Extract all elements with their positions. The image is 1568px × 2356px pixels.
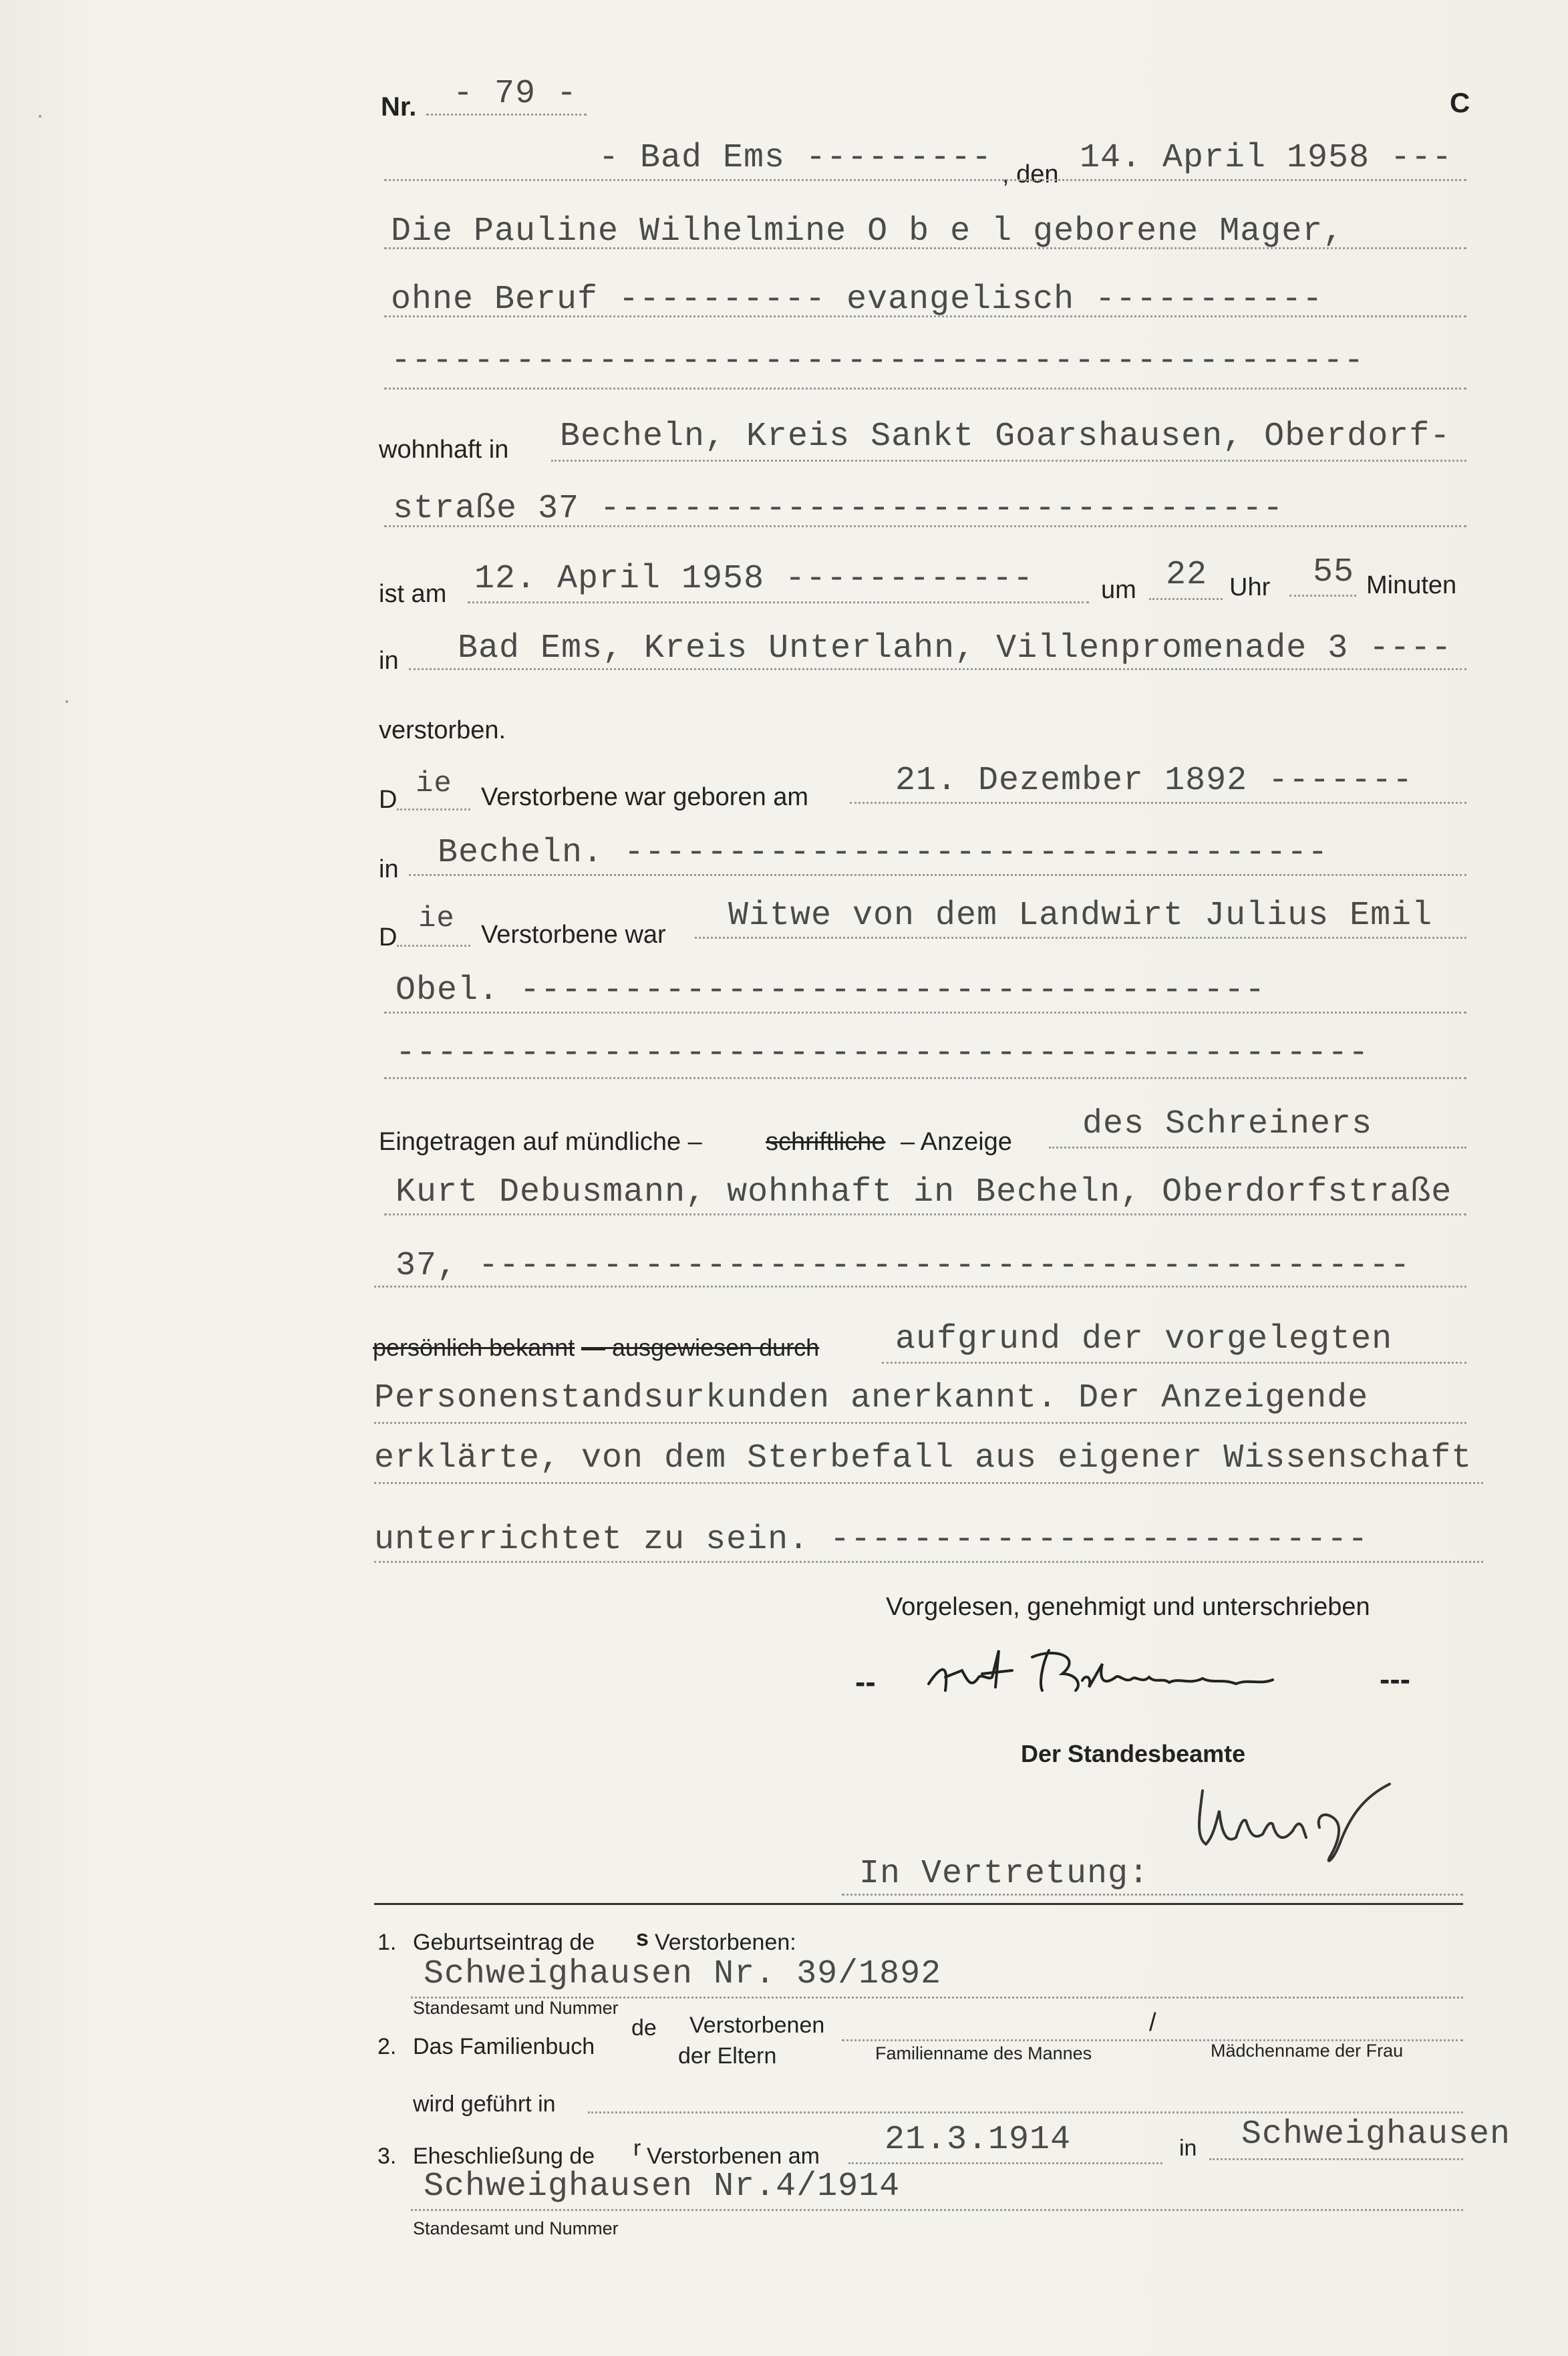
identity-struck-1: persönlich bekannt [373,1334,575,1361]
note-2-number: 2. [377,2034,397,2059]
status-suffix: ie [418,902,455,935]
note-3-dotted [411,2209,1463,2211]
residence-dotted-2 [384,525,1466,527]
registration-line-1: des Schreiners [1082,1105,1373,1143]
den-label: , den [1002,160,1059,188]
registration-dotted-3 [374,1286,1466,1288]
note-2-verstorbenen: Verstorbenen [689,2013,825,2038]
ist-am-label: ist am [379,580,447,608]
registration-label-suffix: – Anzeige [901,1128,1012,1156]
registration-label-struck: schriftliche [766,1128,886,1156]
note-2-gefuehrt: wird geführt in [413,2091,556,2117]
birth-place-dotted [409,874,1466,876]
note-1-number: 1. [377,1930,397,1955]
nr-label: Nr. [381,92,417,122]
residence-line-2: straße 37 --------------------------------- [393,490,1284,528]
note-2-caption-frau: Mädchenname der Frau [1211,2041,1404,2061]
vorgelesen-text: Vorgelesen, genehmigt und unterschrieben [886,1593,1370,1621]
uhr-label: Uhr [1229,573,1271,601]
birth-d-label: D [379,786,398,814]
hour-dotted [1149,598,1223,600]
official-title: Der Standesbeamte [1021,1740,1246,1767]
nr-value: - 79 - [453,75,578,113]
identity-dotted-3 [374,1482,1483,1484]
corner-letter: C [1450,87,1470,118]
status-line-1: Witwe von dem Landwirt Julius Emil [728,897,1433,935]
note-3-date-dotted [848,2162,1162,2164]
death-hour: 22 [1166,556,1208,594]
speck-1 [39,115,41,118]
birth-text-label: Verstorbene war geboren am [481,783,809,811]
status-dotted-3 [384,1077,1466,1079]
death-place-dotted [409,668,1466,670]
note-3-label-c: Verstorbenen am [647,2144,820,2169]
blank-dotted-line [384,388,1466,390]
um-label: um [1101,576,1136,604]
death-date: 12. April 1958 ------------ [474,560,1034,598]
blank-dash-line: ----------------------------------------------- [391,342,1365,380]
identity-struck-2: — ausgewiesen durch [581,1334,820,1361]
place-dotted-line [384,179,1466,181]
note-1-label-b: s [636,1926,649,1951]
note-3-place-dotted [1209,2158,1463,2160]
note-3-value: Schweighausen Nr.4/1914 [424,2168,901,2206]
birth-in-label: in [379,855,399,883]
registration-line-3: 37, --------------------------------------------- [396,1247,1411,1285]
status-line-3: ----------------------------------------------- [396,1034,1370,1072]
status-text-label: Verstorbene war [481,921,666,949]
identity-line-1: aufgrund der vorgelegten [895,1320,1393,1358]
birth-date: 21. Dezember 1892 ------- [895,762,1414,800]
nr-dotted-line [426,114,587,116]
registry-date: 14. April 1958 --- [1080,139,1453,177]
registration-dotted-1 [1049,1147,1466,1149]
note-3-in-label: in [1179,2136,1197,2161]
identity-dotted-1 [882,1362,1466,1364]
note-3-label-a: Eheschließung de [413,2144,595,2169]
informant-signature [915,1637,1343,1717]
status-dotted-1 [695,937,1466,939]
identity-line-4: unterrichtet zu sein. -------------------------- [374,1521,1369,1559]
name-dotted-line [384,247,1466,249]
note-1-label-c: Verstorbenen: [655,1930,796,1955]
vertretung-label: In Vertretung: [859,1855,1150,1893]
status-d-label: D [379,923,398,951]
registration-label-prefix: Eingetragen auf mündliche – [379,1128,702,1156]
identity-line-2: Personenstandsurkunden anerkannt. Der Anzeigende [374,1379,1369,1417]
birth-date-dotted [850,802,1466,804]
vertretung-dotted [842,1894,1463,1896]
birth-suffix: ie [416,767,452,800]
note-1-value: Schweighausen Nr. 39/1892 [424,1955,942,1993]
registration-line-2: Kurt Debusmann, wohnhaft in Becheln, Oberdorfstraße [396,1173,1452,1211]
occupation-dotted-line [384,315,1466,317]
wohnhaft-label: wohnhaft in [379,436,509,464]
note-1-label-a: Geburtseintrag de [413,1930,595,1955]
identity-dotted-4 [374,1561,1483,1563]
note-1-caption: Standesamt und Nummer [413,1998,619,2018]
note-2-de: de [631,2015,657,2041]
identity-line-3: erklärte, von dem Sterbefall aus eigener Wissenschaft [374,1439,1472,1477]
signature-dash-left: -- [855,1664,876,1699]
birth-suffix-dotted [397,808,470,811]
signature-dash-right: --- [1380,1662,1410,1697]
note-2-label: Das Familienbuch [413,2034,595,2059]
status-suffix-dotted [397,945,470,947]
official-signature [1176,1764,1456,1884]
residence-dotted-1 [551,460,1466,462]
registration-dotted-2 [384,1213,1466,1215]
speck-2 [65,700,68,703]
birth-place: Becheln. ---------------------------------- [438,834,1329,872]
status-dotted-2 [384,1012,1466,1014]
death-date-dotted [468,601,1089,603]
status-line-2: Obel. ------------------------------------ [396,972,1266,1010]
note-3-caption: Standesamt und Nummer [413,2218,619,2238]
death-in-label: in [379,647,399,675]
deceased-name: Die Pauline Wilhelmine O b e l geborene Mager, [391,212,1344,251]
death-minutes: 55 [1313,553,1355,591]
note-2-caption-mann: Familienname des Mannes [875,2043,1092,2063]
note-3-label-b: r [633,2136,641,2161]
note-2-slash: / [1149,2009,1156,2037]
note-3-place: Schweighausen [1241,2115,1511,2154]
identity-dotted-2 [374,1422,1466,1424]
verstorben-label: verstorben. [379,716,506,744]
section-separator [374,1903,1463,1905]
residence-line-1: Becheln, Kreis Sankt Goarshausen, Oberdorf- [560,418,1451,456]
death-place: Bad Ems, Kreis Unterlahn, Villenpromenade 3 ---- [458,629,1452,668]
note-3-date: 21.3.1914 [885,2121,1072,2159]
note-2-eltern: der Eltern [678,2043,777,2069]
occupation-religion: ohne Beruf ---------- evangelisch ----------- [391,281,1323,319]
minuten-label: Minuten [1366,571,1457,599]
registry-place: - Bad Ems --------- [599,139,993,177]
note-2-gefuehrt-dotted [588,2111,1463,2113]
minutes-dotted [1289,595,1356,597]
note-3-number: 3. [377,2144,397,2169]
